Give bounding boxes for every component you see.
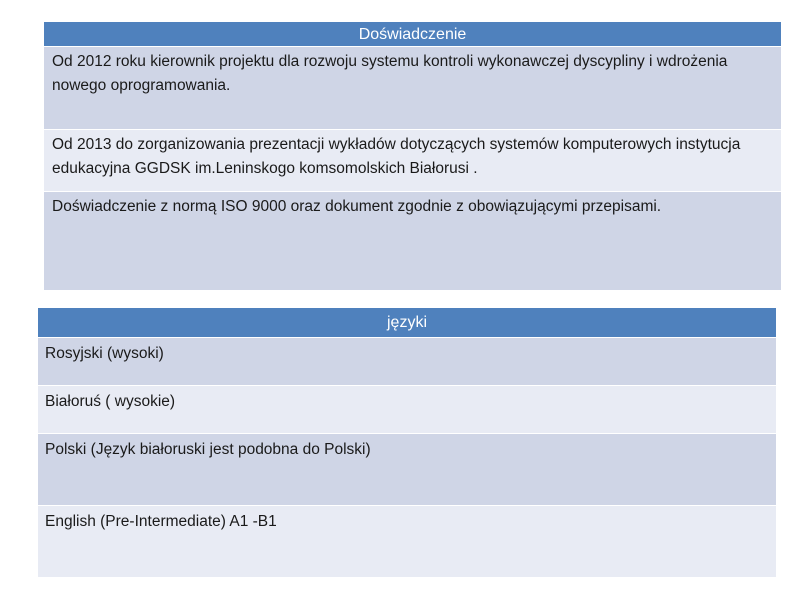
experience-header: Doświadczenie [44,22,781,47]
language-row: Białoruś ( wysokie) [38,386,776,434]
languages-header: języki [38,308,776,338]
language-row: Polski (Język białoruski jest podobna do Polski) [38,434,776,506]
experience-row: Od 2013 do zorganizowania prezentacji wykładów dotyczących systemów komputerowych instytucja edukacyjna GGDSK im.Leninskogo komsomolskich Białorusi . [44,130,781,192]
experience-table [44,22,781,291]
languages-table [38,308,776,578]
experience-row: Doświadczenie z normą ISO 9000 oraz dokument zgodnie z obowiązującymi przepisami. [44,192,781,291]
language-row: Rosyjski (wysoki) [38,338,776,386]
experience-row: Od 2012 roku kierownik projektu dla rozwoju systemu kontroli wykonawczej dyscypliny i wdrożenia nowego oprogramowania. [44,47,781,130]
language-row: English (Pre-Intermediate) A1 -B1 [38,506,776,578]
